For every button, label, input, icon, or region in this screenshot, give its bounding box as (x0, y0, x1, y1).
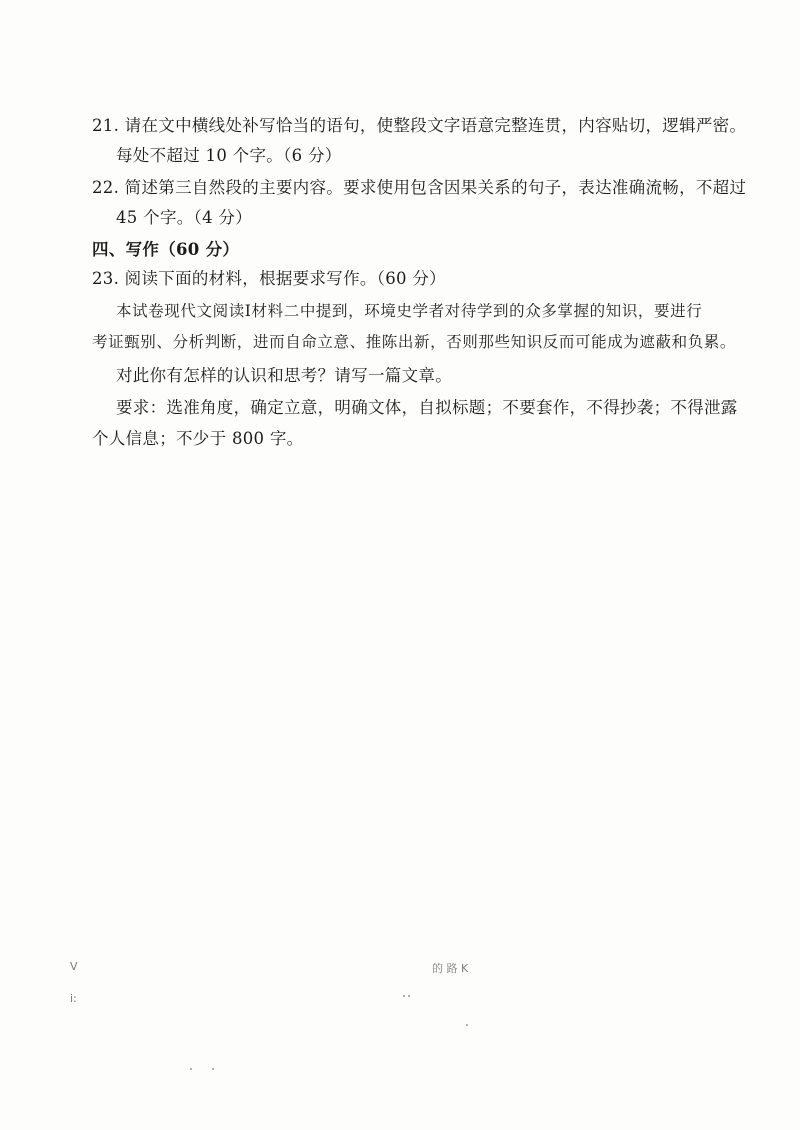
question-23-prompt: 23. 阅读下面的材料，根据要求写作。（60 分） (92, 269, 446, 288)
requirements-line-2: 个人信息；不少于 800 字。 (92, 429, 304, 448)
material-line-2: 考证甄别、分析判断，进而自命立意、推陈出新，否则那些知识反而可能成为遮蔽和负累。 (92, 333, 737, 351)
material-line-1: 本试卷现代文阅读Ⅰ材料二中提到，环境史学者对待学到的众多掌握的知识，要进行 (116, 302, 703, 320)
scan-speck (403, 995, 405, 997)
scan-mark-left-bottom: i: (70, 992, 77, 1005)
scan-mark-left-top: V (70, 960, 78, 973)
question-22-line-2: 45 个字。（4 分） (116, 208, 253, 227)
scan-speck (212, 1068, 214, 1070)
scan-speck (466, 1024, 468, 1026)
writing-question: 对此你有怎样的认识和思考？请写一篇文章。 (116, 366, 452, 385)
question-21-line-2: 每处不超过 10 个字。（6 分） (116, 146, 342, 165)
scan-speck (190, 1068, 192, 1070)
scan-speck (408, 995, 410, 997)
question-21-line-1: 21. 请在文中横线处补写恰当的语句，使整段文字语意完整连贯，内容贴切，逻辑严密。 (92, 116, 747, 135)
question-22-line-1: 22. 简述第三自然段的主要内容。要求使用包含因果关系的句子，表达准确流畅，不超过 (92, 178, 747, 197)
scan-mark-center: 的 路 K (432, 962, 469, 975)
section-title-writing: 四、写作（60 分） (92, 240, 240, 259)
requirements-line-1: 要求：选准角度，确定立意，明确文体，自拟标题；不要套作，不得抄袭；不得泄露 (116, 398, 738, 417)
